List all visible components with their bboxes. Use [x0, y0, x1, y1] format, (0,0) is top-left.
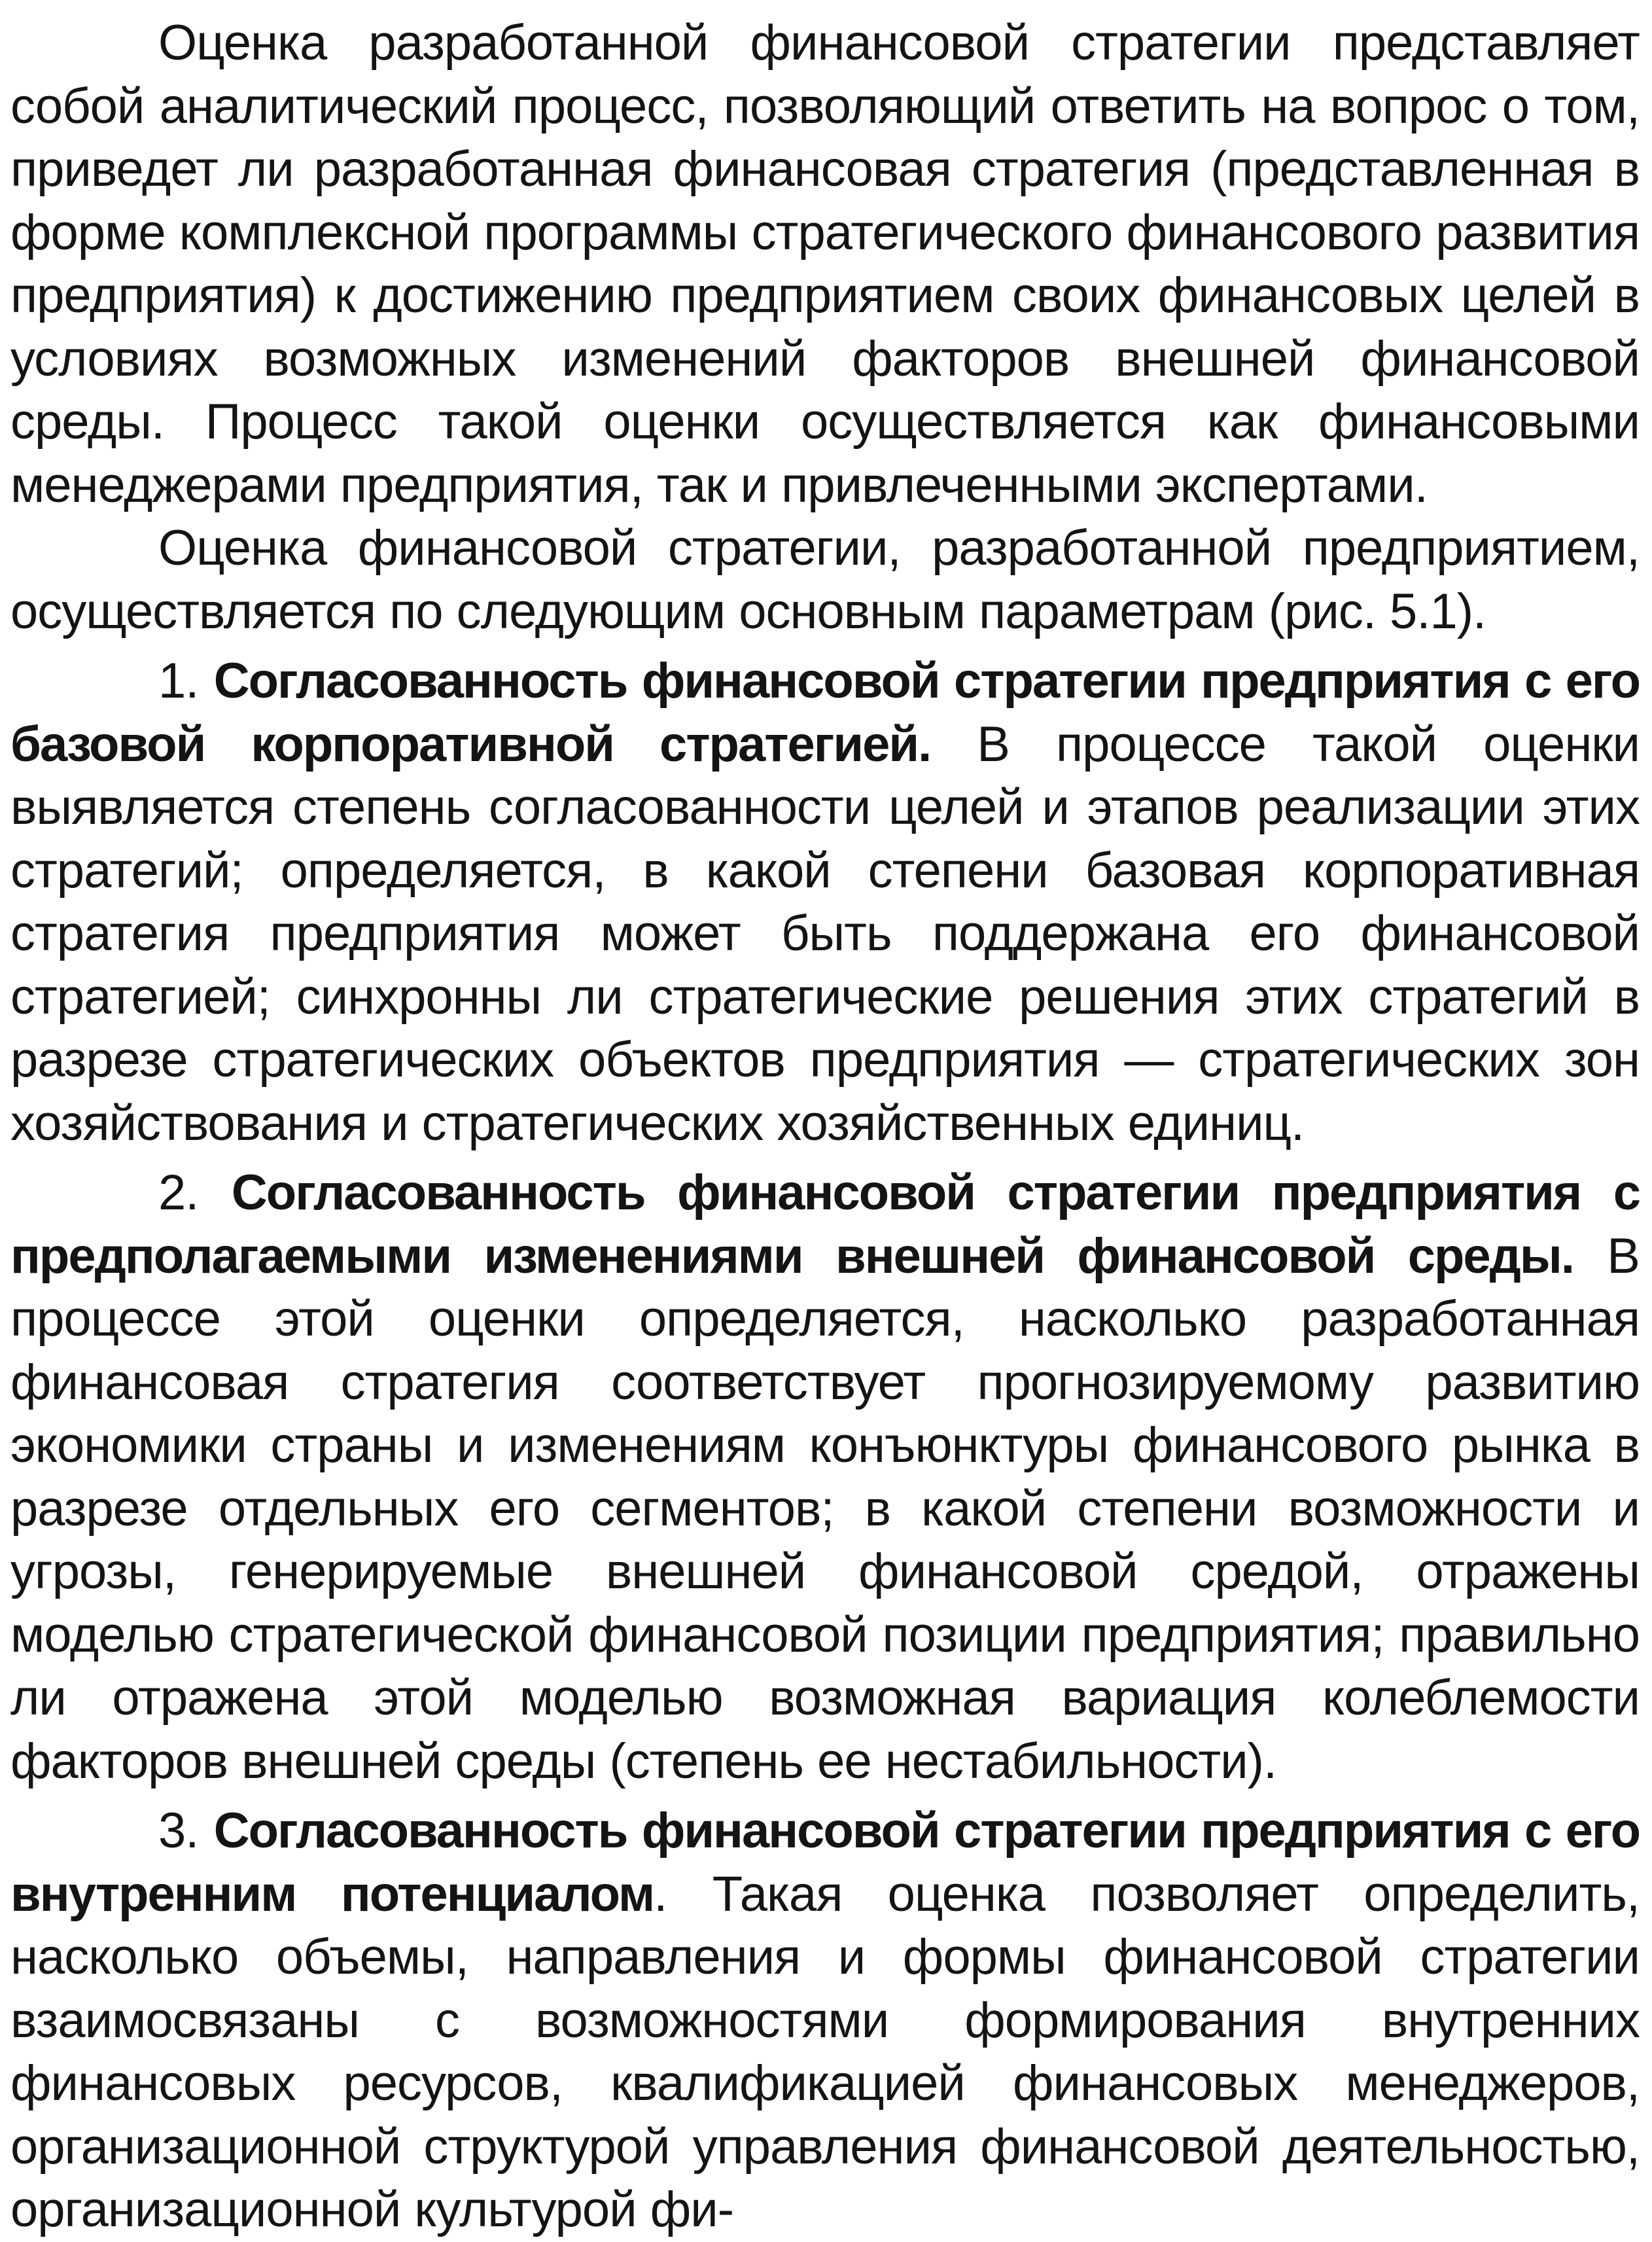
document-page: [10, 12, 1640, 2242]
list-item-1-heading: Согласованность финансовой стратегии предприятия с его базовой корпоративной стратегией.: [10, 653, 1640, 772]
list-item-3-heading: Согласованность финансовой стратегии предприятия с его внутренним потенциалом: [10, 1803, 1640, 1922]
paragraph-intro-text: Оценка разработанной финансовой стратегии представляет собой аналитический процесс, позволяющий ответить на вопрос о том, приведет ли разработанная финансовая стратегия (представленная в форме комплексной программы стратегического финансового развития предприятия) к достижению предприятием своих финансовых целей в условиях возможных изменений факторов внешней финансовой среды. Процесс такой оценки осуществляется как финансовыми менеджерами предприятия, так и привлеченными экспертами.: [10, 15, 1640, 513]
paragraph-intro: [10, 12, 1640, 517]
list-item-2: [10, 1162, 1640, 1793]
list-item-2-heading: Согласованность финансовой стратегии предприятия с предполагаемыми изменениями внешней финансовой среды.: [10, 1165, 1640, 1284]
list-item-2-text: В процессе этой оценки определяется, насколько разработанная финансовая стратегия соответствует прогнозируемому развитию экономики страны и изменениям конъюнктуры финансового рынка в разрезе отдельных его сегментов; в какой степени возможности и угрозы, генерируемые внешней финансовой средой, отражены моделью стратегической финансовой позиции предприятия; правильно ли отражена этой моделью возможная вариация колеблемости факторов внешней среды (степень ее нестабильности).: [10, 1228, 1640, 1789]
list-item-2-number: 2.: [158, 1165, 232, 1220]
list-item-3-text: . Такая оценка позволяет определить, насколько объемы, направления и формы финансовой стратегии взаимосвязаны с возможностями формирования внутренних финансовых ресурсов, квалификацией финансовых менеджеров, организационной структурой управления финансовой деятельностью, организационной культурой фи-: [10, 1866, 1640, 2237]
paragraph-parameters-text: Оценка финансовой стратегии, разработанной предприятием, осуществляется по следующим основным параметрам (рис. 5.1).: [10, 520, 1640, 639]
list-item-1: [10, 650, 1640, 1155]
list-item-3: [10, 1800, 1640, 2242]
paragraph-parameters: [10, 517, 1640, 643]
list-item-1-number: 1.: [158, 653, 214, 709]
list-item-1-text: В процессе такой оценки выявляется степень согласованности целей и этапов реализации этих стратегий; определяется, в какой степени базовая корпоративная стратегия предприятия может быть поддержана его финансовой стратегией; синхронны ли стратегические решения этих стратегий в разрезе стратегических объектов предприятия — стратегических зон хозяйствования и стратегических хозяйственных единиц.: [10, 716, 1640, 1151]
list-item-3-number: 3.: [158, 1803, 214, 1859]
